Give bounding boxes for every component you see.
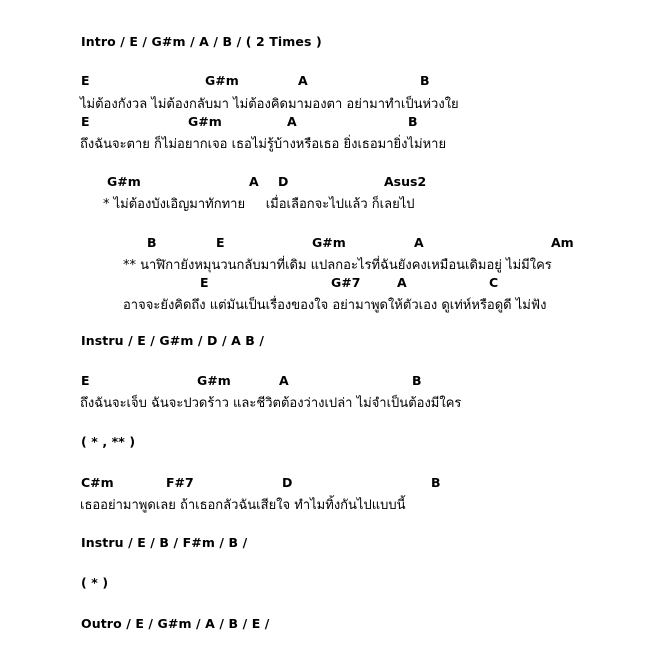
chord: A [298,73,308,88]
lyric-line: ถึงฉันจะเจ็บ ฉันจะปวดร้าว และชีวิตต้องว่างเปล่า ไม่จำเป็นต้องมีใคร [80,396,462,411]
chord: G#m [205,73,239,88]
chord: A [414,235,424,250]
chord: E [81,373,90,388]
chord: D [278,174,289,189]
chord: B [147,235,157,250]
chord: G#m [312,235,346,250]
chord: Am [551,235,574,250]
chord: D [282,475,293,490]
repeat-marker: ( * ) [81,575,109,590]
lyric-line: เธออย่ามาพูดเลย ถ้าเธอกลัวฉันเสียใจ ทำไมทิ้งกันไปแบบนี้ [80,498,406,513]
chord: G#m [197,373,231,388]
chord: B [412,373,422,388]
instru-line-2: Instru / E / B / F#m / B / [81,535,248,550]
chord: B [431,475,441,490]
chord: G#m [188,114,222,129]
lyric-line: ถึงฉันจะตาย ก็ไม่อยากเจอ เธอไม่รู้บ้างหรือเธอ ยิ่งเธอมายิ่งไม่หาย [80,137,447,152]
intro-line: Intro / E / G#m / A / B / ( 2 Times ) [81,34,322,49]
instru-line-1: Instru / E / G#m / D / A B / [81,333,265,348]
lyric-line: ** นาฬิกายังหมุนวนกลับมาที่เดิม แปลกอะไรที่ฉันยังคงเหมือนเดิมอยู่ ไม่มีใคร [123,258,552,273]
chord: A [249,174,259,189]
chord: C#m [81,475,114,490]
chord: G#m [107,174,141,189]
chord: C [489,275,499,290]
chord: E [81,114,90,129]
repeat-marker: ( * , ** ) [81,434,136,449]
chord: E [200,275,209,290]
chord: B [408,114,418,129]
chord: B [420,73,430,88]
chord: A [397,275,407,290]
chord: G#7 [331,275,361,290]
chord: F#7 [166,475,194,490]
chord: E [216,235,225,250]
chord: E [81,73,90,88]
lyric-line: อาจจะยังคิดถึง แต่มันเป็นเรื่องของใจ อย่ามาพูดให้ตัวเอง ดูเท่ห์หรือดูดี ไม่ฟัง [123,298,547,313]
chord: Asus2 [384,174,427,189]
outro-line: Outro / E / G#m / A / B / E / [81,616,270,631]
lyric-line: ไม่ต้องกังวล ไม่ต้องกลับมา ไม่ต้องคิดมามองตา อย่ามาทำเป็นห่วงใย [80,97,459,112]
lyric-line: * ไม่ต้องบังเอิญมาทักทาย เมื่อเลือกจะไปแล้ว ก็เลยไป [103,197,415,212]
chord: A [287,114,297,129]
chord: A [279,373,289,388]
